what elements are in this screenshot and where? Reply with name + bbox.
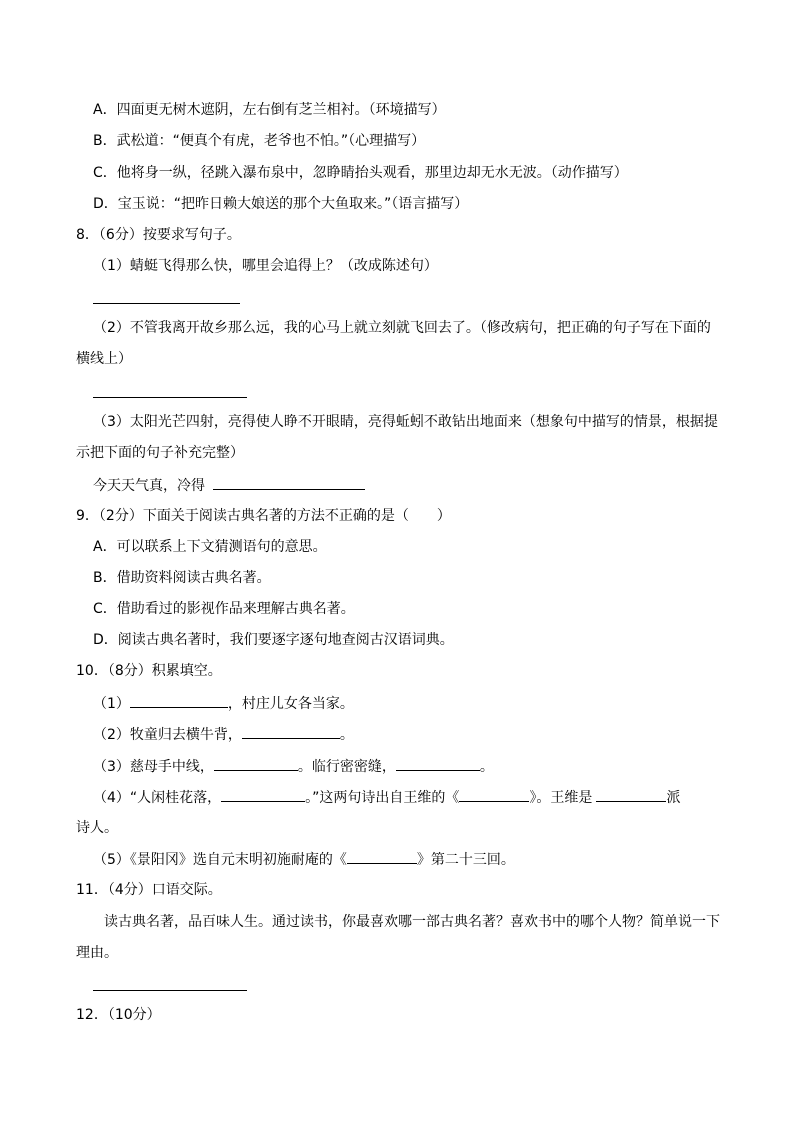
q10-line5 — [93, 849, 515, 870]
q8-sub1-answer-line[interactable] — [93, 303, 240, 304]
q8-sub1: （1）蜻蜓飞得那么快，哪里会追得上？（改成陈述句） — [93, 258, 438, 274]
q10-line4-continued: 诗人。 — [76, 820, 118, 836]
q12-heading: 12．（10分） — [76, 1007, 161, 1023]
q8-sub3-prompt: 今天天气真，冷得 — [93, 478, 205, 494]
q8-sub3-line3 — [93, 475, 365, 496]
q10-line4-middle1: 。”这两句诗出自王维的《 — [305, 790, 460, 806]
q10-blank-1[interactable] — [130, 693, 228, 708]
q7-option-b: B．武松道：“便真个有虎，老爷也不怕。”（心理描写） — [93, 133, 426, 149]
q10-line3 — [93, 756, 494, 777]
q8-heading: 8．（6分）按要求写句子。 — [76, 227, 241, 243]
q10-line3-suffix: 。 — [479, 759, 494, 775]
q10-line4-suffix: 派 — [666, 790, 681, 806]
q10-line1 — [93, 693, 354, 714]
q10-line2-prefix: （2）牧童归去横牛背， — [93, 727, 242, 743]
q10-line3-prefix: （3）慈母手中线， — [93, 759, 214, 775]
q10-line4 — [93, 787, 680, 808]
q10-line2 — [93, 724, 354, 745]
q8-sub3-blank[interactable] — [213, 475, 365, 490]
q10-line2-suffix: 。 — [339, 727, 354, 743]
q10-heading: 10．（8分）积累填空。 — [76, 663, 222, 679]
q10-blank-8[interactable] — [347, 849, 417, 864]
q10-blank-2[interactable] — [242, 724, 340, 739]
q10-blank-3[interactable] — [214, 756, 298, 771]
q10-line5-prefix: （5）《景阳冈》选自元末明初施耐庵的《 — [93, 852, 347, 868]
q11-prompt-line1: 读古典名著，品百味人生。通过读书，你最喜欢哪一部古典名著？喜欢书中的哪个人物？简单说一下 — [104, 914, 720, 930]
q8-sub2-answer-line[interactable] — [93, 397, 247, 398]
q8-sub2-line2: 横线上） — [76, 351, 132, 367]
q9-option-c: C．借助看过的影视作品来理解古典名著。 — [93, 601, 355, 617]
q10-blank-4[interactable] — [396, 756, 480, 771]
q8-sub3-line2: 示把下面的句子补充完整） — [76, 445, 244, 461]
q8-sub3-line1: （3）太阳光芒四射，亮得使人睁不开眼睛，亮得蚯蚓不敢钻出地面来（想象句中描写的情景，根据提 — [93, 414, 718, 430]
q10-blank-5[interactable] — [221, 787, 305, 802]
q7-option-a: A．四面更无树木遮阴，左右倒有芝兰相衬。（环境描写） — [93, 102, 446, 118]
q10-line1-prefix: （1） — [93, 696, 130, 712]
q9-option-a: A．可以联系上下文猜测语句的意思。 — [93, 539, 327, 555]
q9-heading: 9．（2分）下面关于阅读古典名著的方法不正确的是（ ） — [76, 508, 451, 524]
q10-blank-7[interactable] — [596, 787, 666, 802]
q9-option-b: B．借助资料阅读古典名著。 — [93, 570, 271, 586]
q11-heading: 11．（4分）口语交际。 — [76, 882, 222, 898]
q11-answer-line[interactable] — [93, 990, 247, 991]
q10-line3-middle: 。临行密密缝， — [297, 759, 396, 775]
q10-blank-6[interactable] — [459, 787, 529, 802]
q7-option-d: D．宝玉说：“把昨日赖大娘送的那个大鱼取来。”（语言描写） — [93, 196, 469, 212]
q9-option-d: D．阅读古典名著时，我们要逐字逐句地查阅古汉语词典。 — [93, 632, 454, 648]
q10-line4-prefix: （4）“人闲桂花落， — [93, 790, 222, 806]
q10-line1-suffix: ，村庄儿女各当家。 — [227, 696, 354, 712]
q10-line4-middle2: 》。王维是 — [529, 790, 593, 806]
q10-line5-suffix: 》第二十三回。 — [416, 852, 515, 868]
q8-sub2-line1: （2）不管我离开故乡那么远，我的心马上就立刻就飞回去了。（修改病句，把正确的句子写在下面的 — [93, 320, 711, 336]
q11-prompt-line2: 理由。 — [76, 945, 118, 961]
q7-option-c: C．他将身一纵，径跳入瀑布泉中，忽睁睛抬头观看，那里边却无水无波。（动作描写） — [93, 165, 628, 181]
